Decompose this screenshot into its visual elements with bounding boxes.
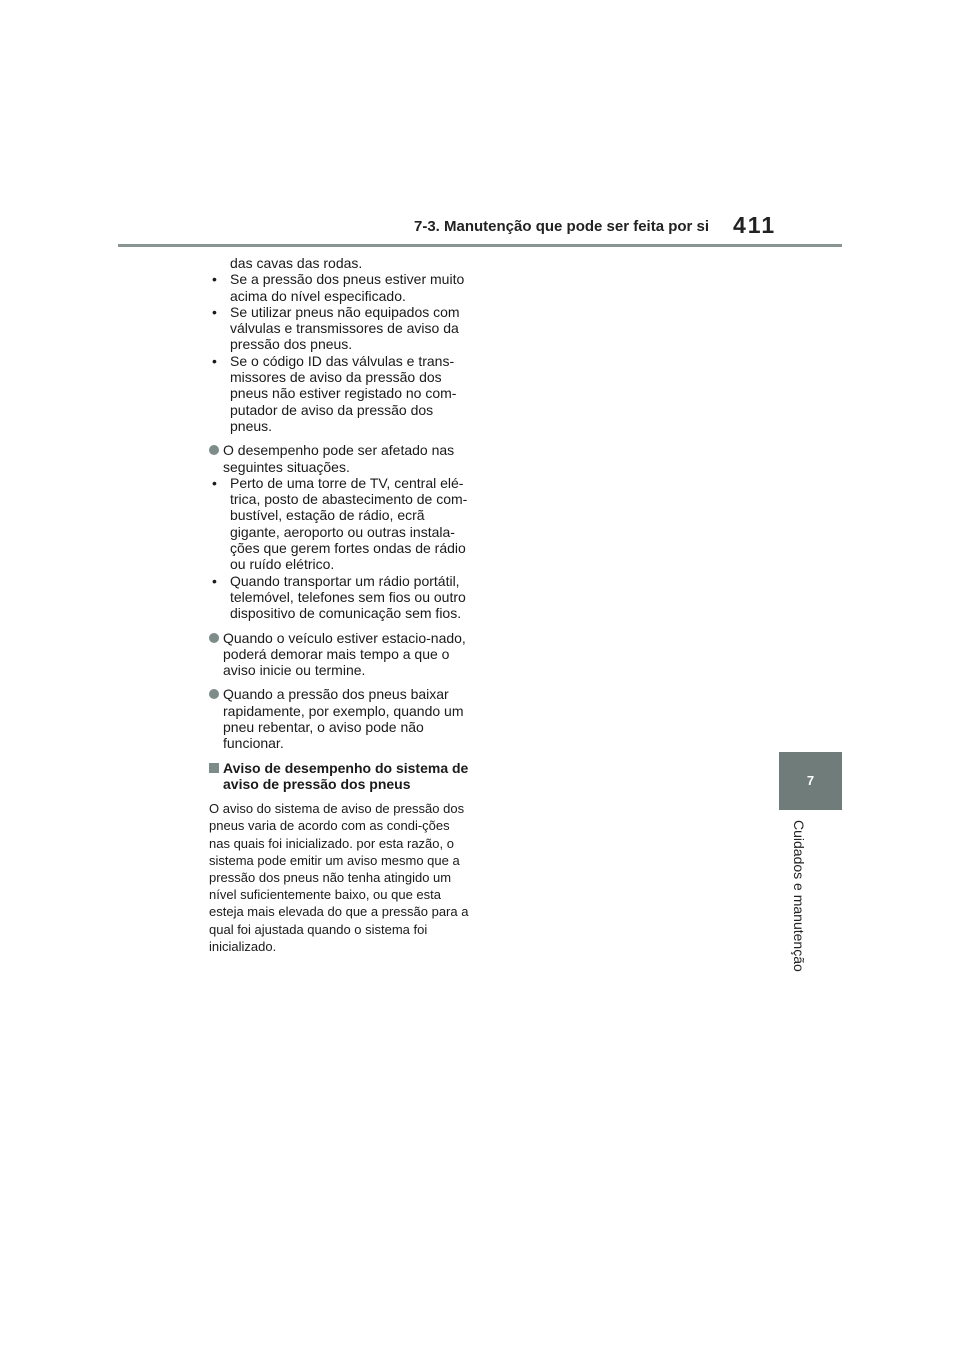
condition-sub-list bbox=[209, 475, 471, 622]
chapter-number: 7 bbox=[806, 773, 815, 788]
header-divider bbox=[118, 244, 842, 247]
bullet-dot-icon: • bbox=[212, 352, 217, 369]
circle-bullet-icon bbox=[209, 633, 219, 643]
list-item bbox=[209, 573, 471, 622]
bullet-dot-icon: • bbox=[212, 474, 217, 491]
section-body: O aviso do sistema de aviso de pressão dos pneus varia de acordo com as condi-ções nas quais foi inicializado. por esta razão, o sistema pode emitir um aviso mesmo que a pressão dos pneus não tenha atingido um nível suficientemente baixo, ou que esta esteja mais elevada do que a pressão para a qual foi ajustada quando o sistema foi inicializado. bbox=[209, 801, 469, 954]
square-bullet-icon bbox=[209, 763, 219, 773]
chapter-tab[interactable] bbox=[779, 752, 842, 810]
list-item-text: Se a pressão dos pneus estiver muito acima do nível especificado. bbox=[230, 271, 465, 304]
condition-item-text: Quando a pressão dos pneus baixar rapidamente, por exemplo, quando um pneu rebentar, o aviso pode não funcionar. bbox=[223, 686, 464, 752]
circle-bullet-icon bbox=[209, 445, 219, 455]
chapter-side-label: Cuidados e manutenção bbox=[791, 820, 807, 972]
bullet-dot-icon: • bbox=[212, 303, 217, 320]
section-heading-text: Aviso de desempenho do sistema de aviso de pressão dos pneus bbox=[223, 759, 469, 792]
section-title: 7-3. Manutenção que pode ser feita por si bbox=[414, 218, 710, 235]
condition-item bbox=[209, 442, 471, 621]
continued-text: das cavas das rodas. bbox=[230, 255, 363, 271]
condition-item-text: O desempenho pode ser afetado nas seguintes situações. bbox=[223, 442, 455, 475]
intro-bullet-list bbox=[209, 271, 471, 434]
main-content bbox=[209, 255, 471, 955]
list-item-text: Quando transportar um rádio portátil, telemóvel, telefones sem fios ou outro dispositivo de comunicação sem fios. bbox=[230, 572, 466, 622]
list-item-text: Se utilizar pneus não equipados com válvulas e transmissores de aviso da pressão dos pneus. bbox=[230, 303, 460, 353]
circle-bullet-icon bbox=[209, 689, 219, 699]
bullet-dot-icon: • bbox=[212, 572, 217, 589]
page-number: 411 bbox=[733, 212, 777, 238]
list-item bbox=[209, 271, 471, 304]
list-item-text: Perto de uma torre de TV, central elé-trica, posto de abastecimento de com-bustível, estação de rádio, ecrã gigante, aeroporto ou outras instala-ções que gerem fortes ondas de rádio ou ruído elétrico. bbox=[230, 474, 468, 573]
bullet-dot-icon: • bbox=[212, 271, 217, 288]
condition-item bbox=[209, 630, 471, 679]
list-item bbox=[209, 353, 471, 434]
list-item bbox=[209, 304, 471, 353]
condition-item bbox=[209, 686, 471, 751]
list-item bbox=[209, 475, 471, 573]
section-heading bbox=[209, 760, 471, 793]
list-item-text: Se o código ID das válvulas e trans-missores de aviso da pressão dos pneus não estiver registado no com-putador de aviso da pressão dos pneus. bbox=[230, 352, 457, 434]
condition-item-text: Quando o veículo estiver estacio-nado, poderá demorar mais tempo a que o aviso inicie ou termine. bbox=[223, 629, 466, 679]
